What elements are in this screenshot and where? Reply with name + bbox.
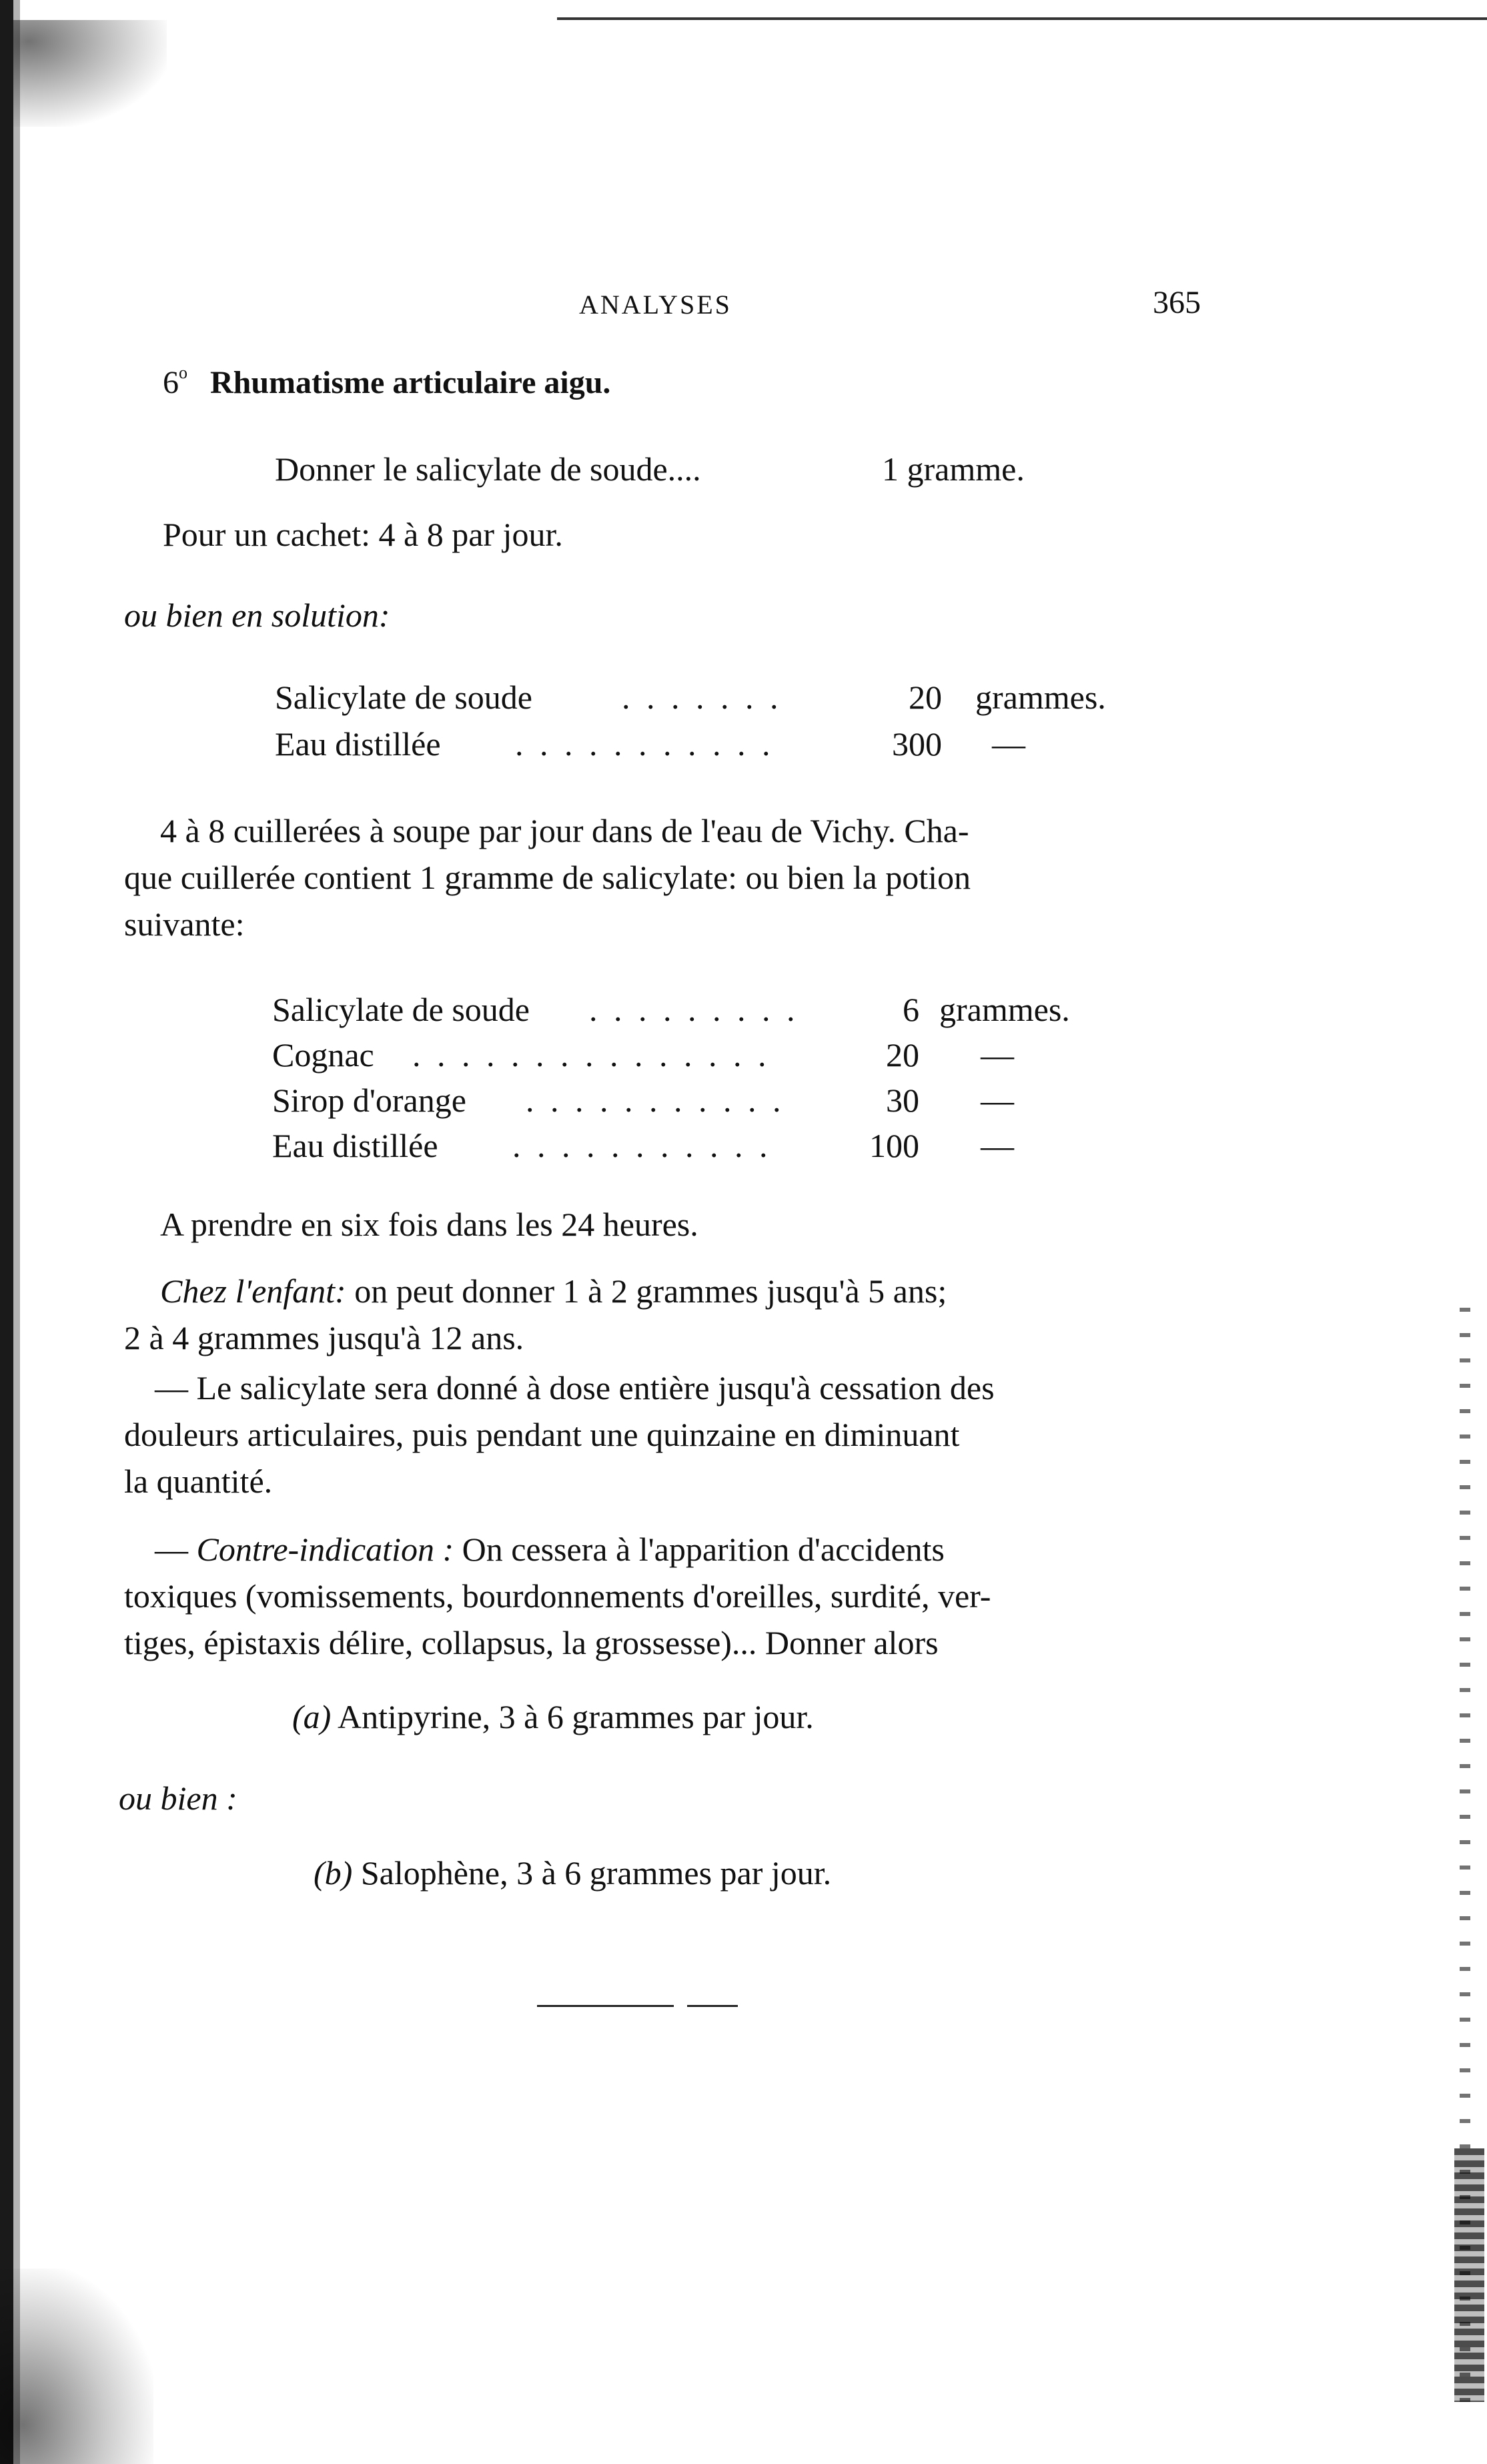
potion-note: A prendre en six fois dans les 24 heures. [160, 1206, 698, 1243]
leader-dots: . . . . . . . . . [589, 991, 799, 1028]
duration-line: douleurs articulaires, puis pendant une quinzaine en diminuant [124, 1416, 960, 1453]
leader-dots: . . . . . . . . . . . [515, 725, 775, 763]
child-dosage-line: 2 à 4 grammes jusqu'à 12 ans. [124, 1319, 524, 1356]
potion-row [272, 1084, 1139, 1117]
solution-row [275, 681, 1142, 714]
ingredient-name: Cognac [272, 1036, 374, 1074]
contraindication-label: Contre-indication : [196, 1531, 454, 1568]
scan-top-edge-line [557, 17, 1487, 20]
alternative-a [292, 1700, 814, 1733]
alternative-b-marker: (b) [314, 1854, 353, 1892]
ingredient-unit: — [992, 725, 1025, 763]
contraindication-dash: — [155, 1531, 197, 1568]
ingredient-name: Salicylate de soude [275, 679, 532, 716]
contraindication-text: On cessera à l'apparition d'accidents [454, 1531, 945, 1568]
contraindication-line: tiges, épistaxis délire, collapsus, la grossesse)... Donner alors [124, 1624, 939, 1661]
leader-dots: . . . . . . . [622, 679, 783, 716]
potion-row [272, 1038, 1139, 1072]
leader-dots: . . . . . . . . . . . [526, 1082, 785, 1119]
section-ordinal: 6 [163, 365, 179, 400]
alternative-solution-label: ou bien en solution: [124, 596, 390, 634]
section-heading [163, 363, 611, 400]
prescription-instruction: Pour un cachet: 4 à 8 par jour. [163, 516, 563, 553]
prescription-line: Donner le salicylate de soude.... [275, 450, 701, 488]
page-edge-shadow [0, 0, 13, 2464]
alternative-b-text: Salophène, 3 à 6 grammes par jour. [352, 1854, 832, 1892]
child-dosage-line [160, 1268, 947, 1314]
ingredient-quantity: 20 [886, 1036, 919, 1074]
alternative-or-label: ou bien : [119, 1779, 237, 1817]
prescription-dose: 1 gramme. [882, 450, 1025, 488]
ingredient-quantity: 30 [886, 1082, 919, 1119]
contraindication-line [155, 1526, 945, 1573]
scan-smudge-bottom [0, 2269, 153, 2464]
scan-right-edge-block [1454, 2148, 1484, 2402]
duration-line: — Le salicylate sera donné à dose entière jusqu'à cessation des [155, 1369, 995, 1406]
page-edge-shadow-inner [13, 0, 20, 2464]
ingredient-name: Eau distillée [272, 1127, 438, 1164]
ingredient-unit: — [981, 1082, 1014, 1119]
ingredient-quantity: 20 [909, 679, 942, 716]
child-dosage-label: Chez l'enfant: [160, 1272, 346, 1310]
scan-smudge-top [13, 20, 167, 127]
contraindication-line: toxiques (vomissements, bourdonnements d'oreilles, surdité, ver- [124, 1577, 991, 1615]
end-rule-short [687, 2005, 738, 2007]
ingredient-quantity: 100 [869, 1127, 919, 1164]
ingredient-unit: — [981, 1127, 1014, 1164]
ingredient-unit: grammes. [939, 991, 1070, 1028]
running-title: ANALYSES [579, 290, 732, 320]
child-dosage-text: on peut donner 1 à 2 grammes jusqu'à 5 ans; [346, 1272, 947, 1310]
end-rule [537, 2005, 674, 2007]
solution-row [275, 727, 1142, 761]
ingredient-name: Sirop d'orange [272, 1082, 466, 1119]
ingredient-name: Eau distillée [275, 725, 441, 763]
potion-row [272, 1129, 1139, 1162]
duration-line: la quantité. [124, 1463, 273, 1500]
page-number: 365 [1153, 285, 1201, 320]
potion-row [272, 993, 1139, 1026]
alternative-a-marker: (a) [292, 1698, 332, 1735]
ingredient-quantity: 6 [903, 991, 919, 1028]
leader-dots: . . . . . . . . . . . [512, 1127, 772, 1164]
leader-dots: . . . . . . . . . . . . . . . [412, 1036, 771, 1074]
ingredient-unit: — [981, 1036, 1014, 1074]
section-ordinal-suffix: o [179, 363, 187, 382]
ingredient-unit: grammes. [975, 679, 1106, 716]
solution-note-line: 4 à 8 cuillerées à soupe par jour dans de l'eau de Vichy. Cha- [160, 812, 969, 849]
section-title: Rhumatisme articulaire aigu. [210, 365, 611, 400]
alternative-a-text: Antipyrine, 3 à 6 grammes par jour. [331, 1698, 814, 1735]
ingredient-quantity: 300 [892, 725, 942, 763]
alternative-b [314, 1856, 831, 1890]
solution-note-line: que cuillerée contient 1 gramme de salicylate: ou bien la potion [124, 859, 971, 896]
ingredient-name: Salicylate de soude [272, 991, 530, 1028]
solution-note-line: suivante: [124, 905, 245, 943]
